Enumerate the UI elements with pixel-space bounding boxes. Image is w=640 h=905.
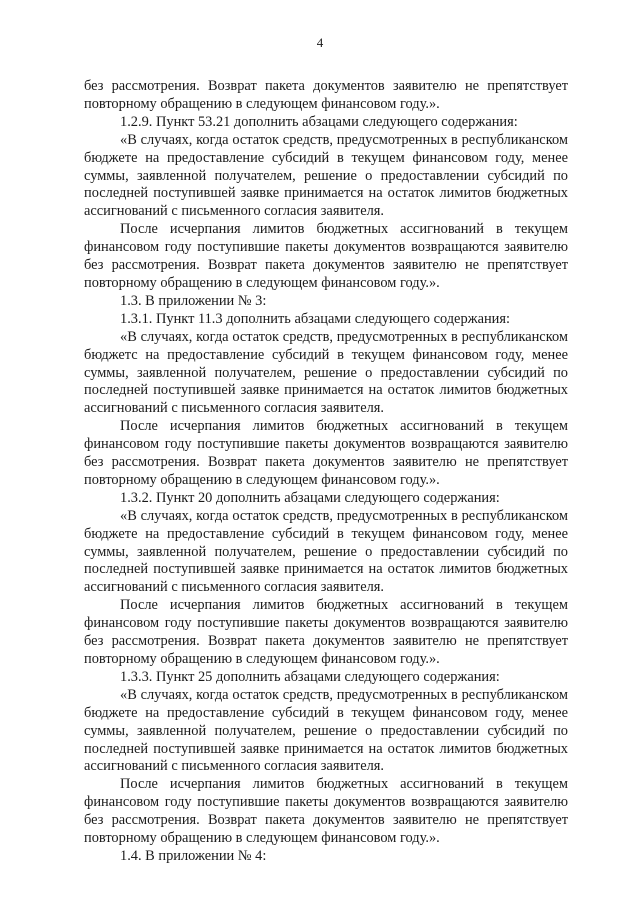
paragraph: 1.3.3. Пункт 25 дополнить абзацами следующего содержания: xyxy=(120,668,500,685)
paragraph: без рассмотрения. Возврат пакета документов заявителю не препятствует повторному обращению в следующем финансовом году.». xyxy=(84,78,568,112)
paragraph: 1.2.9. Пункт 53.21 дополнить абзацами следующего содержания: xyxy=(120,113,518,130)
paragraph: После исчерпания лимитов бюджетных ассигнований в текущем финансовом году поступившие пакеты документов возвращаются заявителю без рассмотрения. Возврат пакета документов заявителю не препятствует повторному обращению в следующем финансовом году.». xyxy=(84,776,568,847)
paragraph: 1.4. В приложении № 4: xyxy=(120,847,267,864)
document-body xyxy=(84,78,568,866)
paragraph: После исчерпания лимитов бюджетных ассигнований в текущем финансовом году поступившие пакеты документов возвращаются заявителю без рассмотрения. Возврат пакета документов заявителю не препятствует повторному обращению в следующем финансовом году.». xyxy=(84,418,568,488)
paragraph: 1.3.1. Пункт 11.3 дополнить абзацами следующего содержания: xyxy=(120,310,510,327)
paragraph: После исчерпания лимитов бюджетных ассигнований в текущем финансовом году поступившие пакеты документов возвращаются заявителю без рассмотрения. Возврат пакета документов заявителю не препятствует повторному обращению в следующем финансовом году.». xyxy=(84,221,568,291)
page-number: 4 xyxy=(316,35,324,50)
paragraph: После исчерпания лимитов бюджетных ассигнований в текущем финансовом году поступившие пакеты документов возвращаются заявителю без рассмотрения. Возврат пакета документов заявителю не препятствует повторному обращению в следующем финансовом году.». xyxy=(84,597,568,667)
paragraph: «В случаях, когда остаток средств, предусмотренных в республиканском бюджетс на предоставление субсидий в текущем финансовом году, менее суммы, заявленной получателем, решение о предоставлении субсидий по последней поступившей заявке принимается на остаток лимитов бюджетных ассигнований с письменного согласия заявителя. xyxy=(84,328,568,417)
paragraph: «В случаях, когда остаток средств, предусмотренных в республиканском бюджете на предоставление субсидий в текущем финансовом году, менее суммы, заявленной получателем, решение о предоставлении субсидий по последней поступившей заявке принимается на остаток лимитов бюджетных ассигнований с письменного согласия заявителя. xyxy=(84,131,568,220)
paragraph: «В случаях, когда остаток средств, предусмотренных в республиканском бюджете на предоставление субсидий в текущем финансовом году, менее суммы, заявленной получателем, решение о предоставлении субсидий по последней поступившей заявке принимается на остаток лимитов бюджетных ассигнований с письменного согласия заявителя. xyxy=(84,686,568,775)
paragraph: 1.3.2. Пункт 20 дополнить абзацами следующего содержания: xyxy=(120,489,500,506)
paragraph: 1.3. В приложении № 3: xyxy=(120,292,267,309)
paragraph: «В случаях, когда остаток средств, предусмотренных в республиканском бюджете на предоставление субсидий в текущем финансовом году, менее суммы, заявленной получателем, решение о предоставлении субсидий по последней поступившей заявке принимается на остаток лимитов бюджетных ассигнований с письменного согласия заявителя. xyxy=(84,507,568,596)
